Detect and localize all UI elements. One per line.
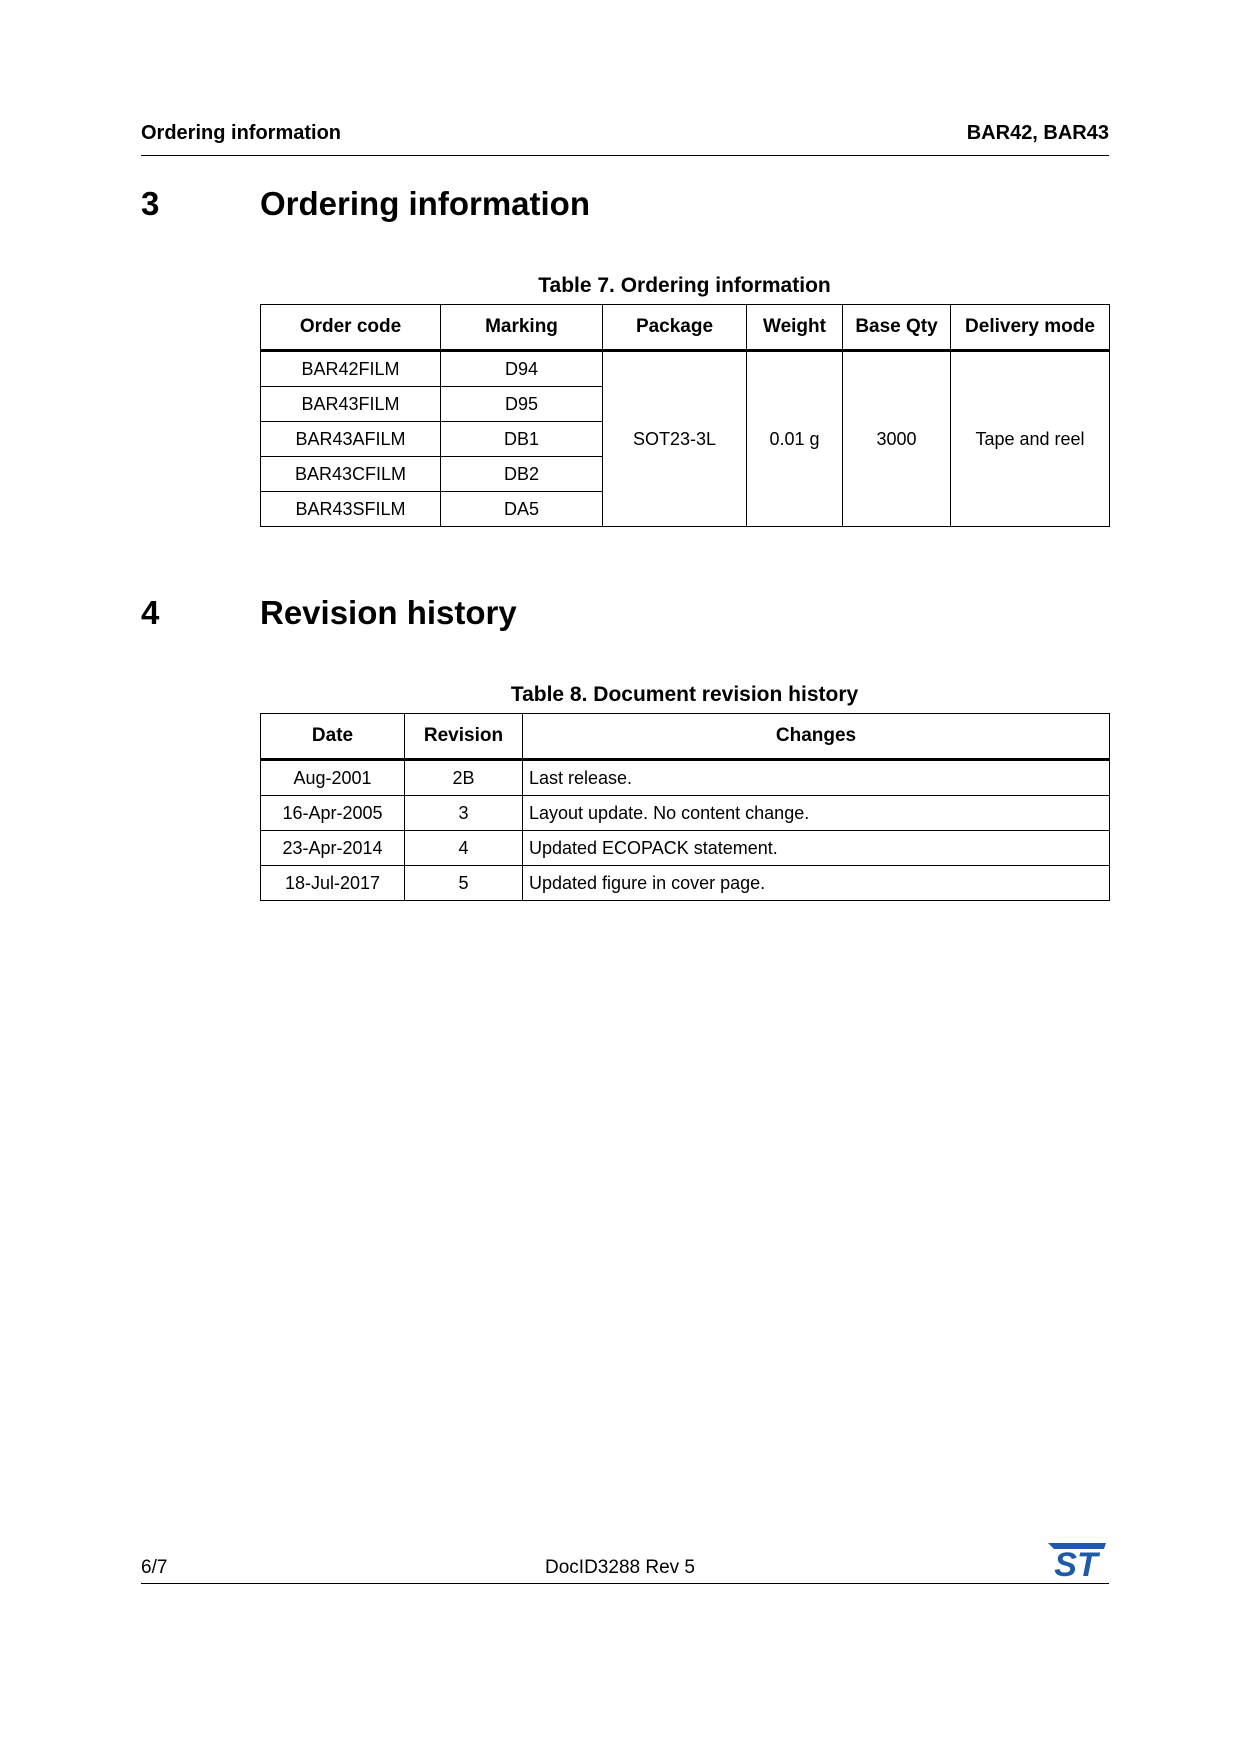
col-package: Package [603, 305, 747, 351]
date-cell: Aug-2001 [261, 760, 405, 796]
revision-history-table [260, 713, 1110, 901]
weight-cell: 0.01 g [747, 351, 843, 527]
col-date: Date [261, 714, 405, 760]
col-delivery-mode: Delivery mode [951, 305, 1110, 351]
changes-cell: Updated ECOPACK statement. [523, 831, 1110, 866]
st-logo-icon [1040, 1543, 1106, 1579]
table-row [261, 796, 1110, 831]
section-3-title: Ordering information [260, 185, 590, 222]
order-code-cell: BAR43SFILM [261, 492, 441, 527]
col-base-qty: Base Qty [843, 305, 951, 351]
delivery-mode-cell: Tape and reel [951, 351, 1110, 527]
changes-cell: Layout update. No content change. [523, 796, 1110, 831]
order-code-cell: BAR43FILM [261, 387, 441, 422]
date-cell: 23-Apr-2014 [261, 831, 405, 866]
table-row [261, 866, 1110, 901]
marking-cell: DB1 [441, 422, 603, 457]
revision-cell: 4 [405, 831, 523, 866]
changes-cell: Last release. [523, 760, 1110, 796]
table-row [261, 831, 1110, 866]
package-cell: SOT23-3L [603, 351, 747, 527]
section-3-number: 3 [141, 185, 160, 222]
revision-cell: 5 [405, 866, 523, 901]
section-4-title: Revision history [260, 594, 517, 631]
header-rule [141, 155, 1109, 156]
footer-rule [141, 1583, 1109, 1584]
marking-cell: DB2 [441, 457, 603, 492]
page-number: 6/7 [141, 1557, 168, 1578]
revision-cell: 3 [405, 796, 523, 831]
section-4-number: 4 [141, 594, 160, 631]
running-header-section: Ordering information [141, 122, 341, 144]
marking-cell: DA5 [441, 492, 603, 527]
date-cell: 18-Jul-2017 [261, 866, 405, 901]
document-id: DocID3288 Rev 5 [545, 1557, 695, 1578]
marking-cell: D94 [441, 351, 603, 387]
marking-cell: D95 [441, 387, 603, 422]
order-code-cell: BAR43AFILM [261, 422, 441, 457]
order-code-cell: BAR43CFILM [261, 457, 441, 492]
table-7-caption: Table 7. Ordering information [538, 274, 831, 297]
order-code-cell: BAR42FILM [261, 351, 441, 387]
changes-cell: Updated figure in cover page. [523, 866, 1110, 901]
table-8-caption: Table 8. Document revision history [510, 683, 859, 706]
running-header-product: BAR42, BAR43 [966, 122, 1109, 144]
col-marking: Marking [441, 305, 603, 351]
col-order-code: Order code [261, 305, 441, 351]
ordering-table [260, 304, 1110, 527]
date-cell: 16-Apr-2005 [261, 796, 405, 831]
col-weight: Weight [747, 305, 843, 351]
st-logo-text: ST [1054, 1546, 1098, 1579]
col-changes: Changes [523, 714, 1110, 760]
table-row [261, 351, 1110, 387]
revision-cell: 2B [405, 760, 523, 796]
table-row [261, 760, 1110, 796]
base-qty-cell: 3000 [843, 351, 951, 527]
col-revision: Revision [405, 714, 523, 760]
